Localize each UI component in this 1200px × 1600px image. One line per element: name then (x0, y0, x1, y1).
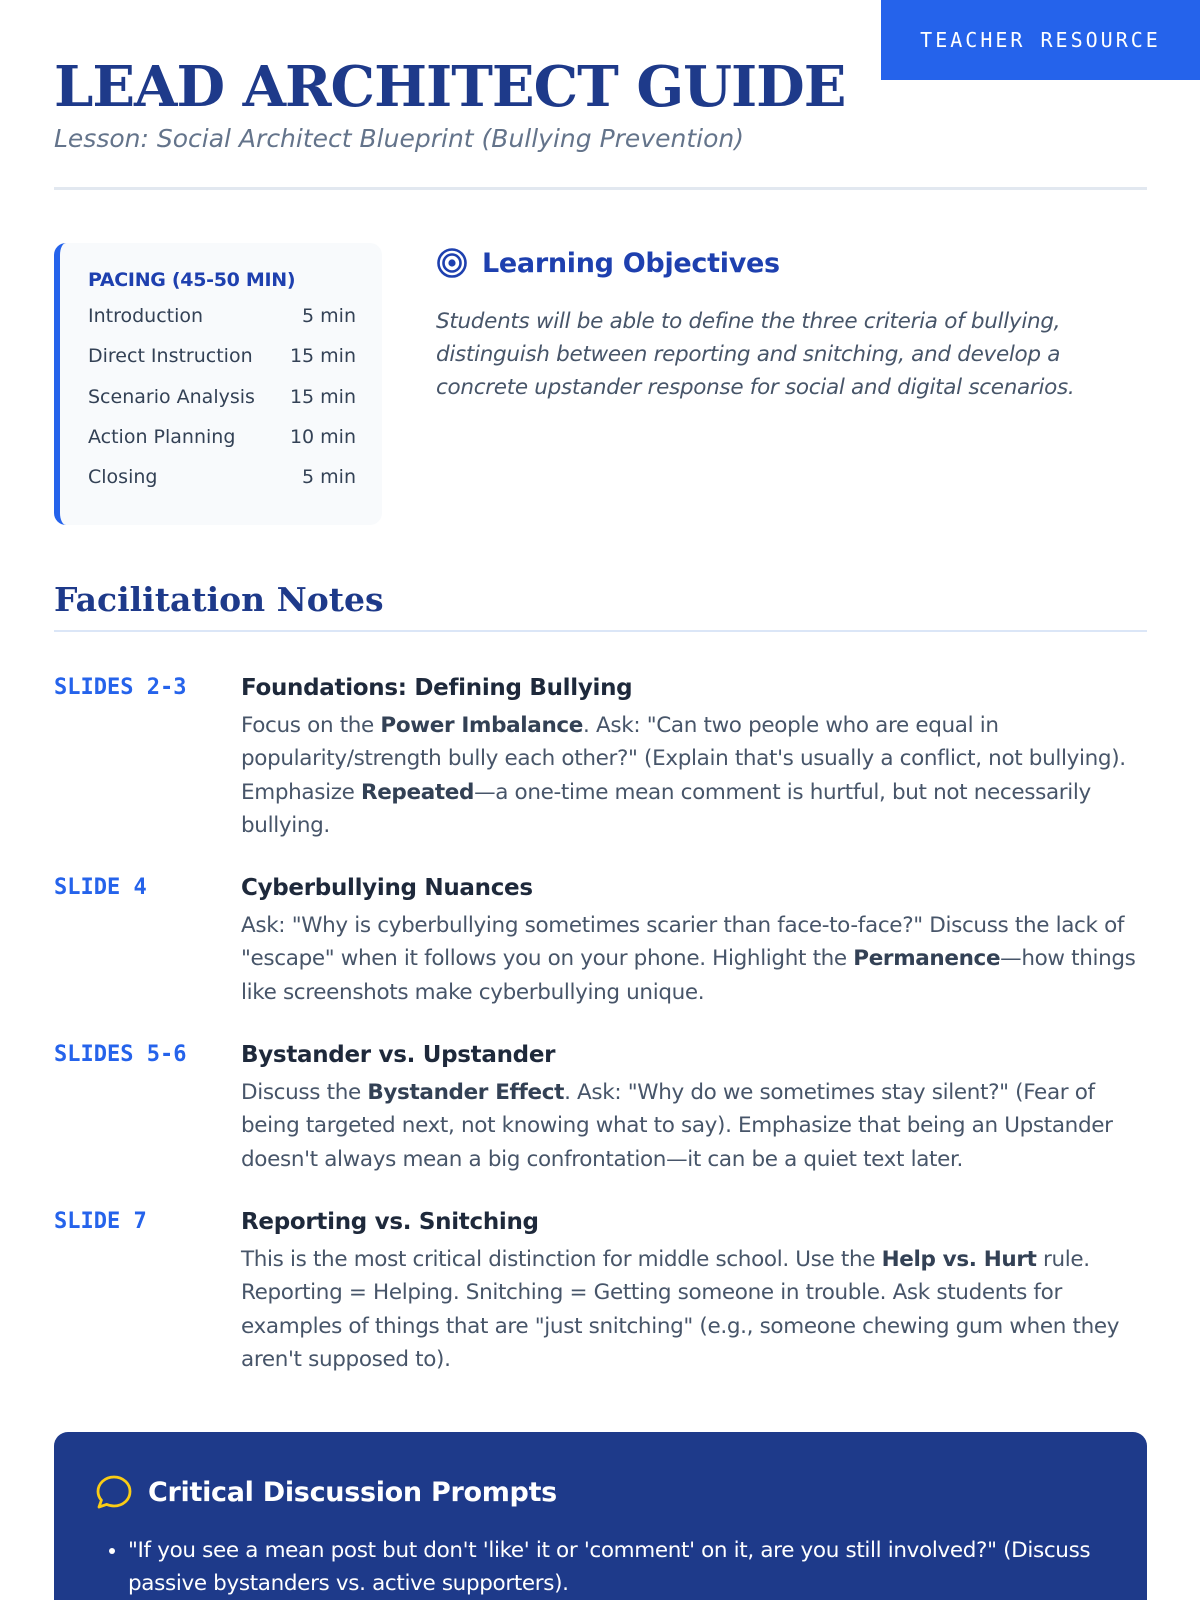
note-body (241, 1040, 1147, 1176)
objectives-title: Learning Objectives (482, 247, 780, 279)
lesson-subtitle: Lesson: Social Architect Blueprint (Bullying Prevention) (54, 124, 744, 153)
note-item (54, 1207, 1147, 1377)
pacing-label: Closing (88, 466, 158, 489)
note-slide-label: SLIDES 5-6 (54, 1042, 187, 1067)
prompts-title: Critical Discussion Prompts (148, 1476, 557, 1508)
discussion-prompts-card (54, 1432, 1147, 1600)
pacing-label: Action Planning (88, 425, 236, 448)
note-text: Ask: "Why is cyberbullying sometimes scarier than face-to-face?" Discuss the lack of "escape" when it follows you on your phone. Highlight the Permanence—how things like screenshots make cyberbullying unique. (241, 913, 1136, 1005)
note-title: Foundations: Defining Bullying (241, 675, 633, 701)
facilitation-notes-title: Facilitation Notes (54, 580, 384, 619)
learning-objectives (436, 243, 1147, 404)
prompt-item: • "If you see a mean post but don't 'like' it or 'comment' on it, are you still involved?" (Discuss passive bystanders vs. active supporters). (128, 1534, 1107, 1600)
objectives-text: Students will be able to define the three criteria of bullying, distinguish between reporting and snitching, and develop a concrete upstander response for social and digital scenarios. (436, 309, 1075, 400)
note-slide-label: SLIDE 4 (54, 875, 147, 900)
note-item (54, 673, 1147, 843)
pacing-time: 5 min (302, 305, 356, 327)
note-text: Discuss the Bystander Effect. Ask: "Why do we sometimes stay silent?" (Fear of being targeted next, not knowing what to say). Emphasize that being an Upstander doesn't always mean a big confrontation—it can be a quiet text later. (241, 1080, 1113, 1172)
pacing-label: Introduction (88, 305, 204, 327)
speech-bubble-icon (94, 1472, 134, 1512)
pacing-row (88, 464, 356, 504)
prompts-list (94, 1534, 1107, 1600)
header-divider (54, 187, 1147, 190)
emphasis-term: Repeated (361, 779, 475, 805)
prompts-header (94, 1472, 1107, 1512)
note-title: Reporting vs. Snitching (241, 1209, 539, 1235)
note-body (241, 873, 1147, 1009)
note-item (54, 873, 1147, 1009)
note-slide-label: SLIDE 7 (54, 1209, 147, 1234)
note-title: Bystander vs. Upstander (241, 1042, 556, 1068)
pacing-label: Direct Instruction (88, 345, 253, 368)
note-item (54, 1040, 1147, 1176)
pacing-time: 15 min (289, 385, 356, 408)
note-text: Focus on the Power Imbalance. Ask: "Can two people who are equal in popularity/strength bully each other?" (Explain that's usually a conflict, not bullying). Emphasize Repeated—a one-time mean comment is hurtful, but not necessarily bullying. (241, 713, 1126, 839)
target-icon (436, 247, 468, 279)
pacing-row (88, 343, 356, 383)
page-title: LEAD ARCHITECT GUIDE (54, 54, 846, 120)
pacing-time: 10 min (289, 425, 356, 448)
teacher-resource-badge: TEACHER RESOURCE (881, 0, 1200, 80)
emphasis-term: Bystander Effect (367, 1080, 565, 1105)
note-body (241, 673, 1147, 843)
pacing-card (54, 243, 382, 525)
note-slide-label: SLIDES 2-3 (54, 675, 187, 700)
emphasis-term: Permanence (853, 946, 1001, 972)
pacing-row (88, 303, 356, 343)
pacing-label: Scenario Analysis (88, 385, 255, 408)
pacing-row (88, 384, 356, 424)
note-body (241, 1207, 1147, 1377)
pacing-time: 15 min (289, 345, 356, 368)
note-title: Cyberbullying Nuances (241, 875, 533, 901)
objectives-header (436, 243, 1147, 283)
emphasis-term: Power Imbalance (380, 713, 584, 738)
pacing-title: PACING (45-50 MIN) (88, 269, 296, 291)
note-text: This is the most critical distinction for middle school. Use the Help vs. Hurt rule. Reporting = Helping. Snitching = Getting someone in trouble. Ask students for examples of things that are "just snitching" (e.g., someone chewing gum when they aren't supposed to). (241, 1247, 1120, 1373)
emphasis-term: Help vs. Hurt (881, 1247, 1037, 1272)
pacing-time: 5 min (302, 466, 356, 489)
notes-divider (54, 630, 1147, 632)
pacing-row (88, 424, 356, 464)
